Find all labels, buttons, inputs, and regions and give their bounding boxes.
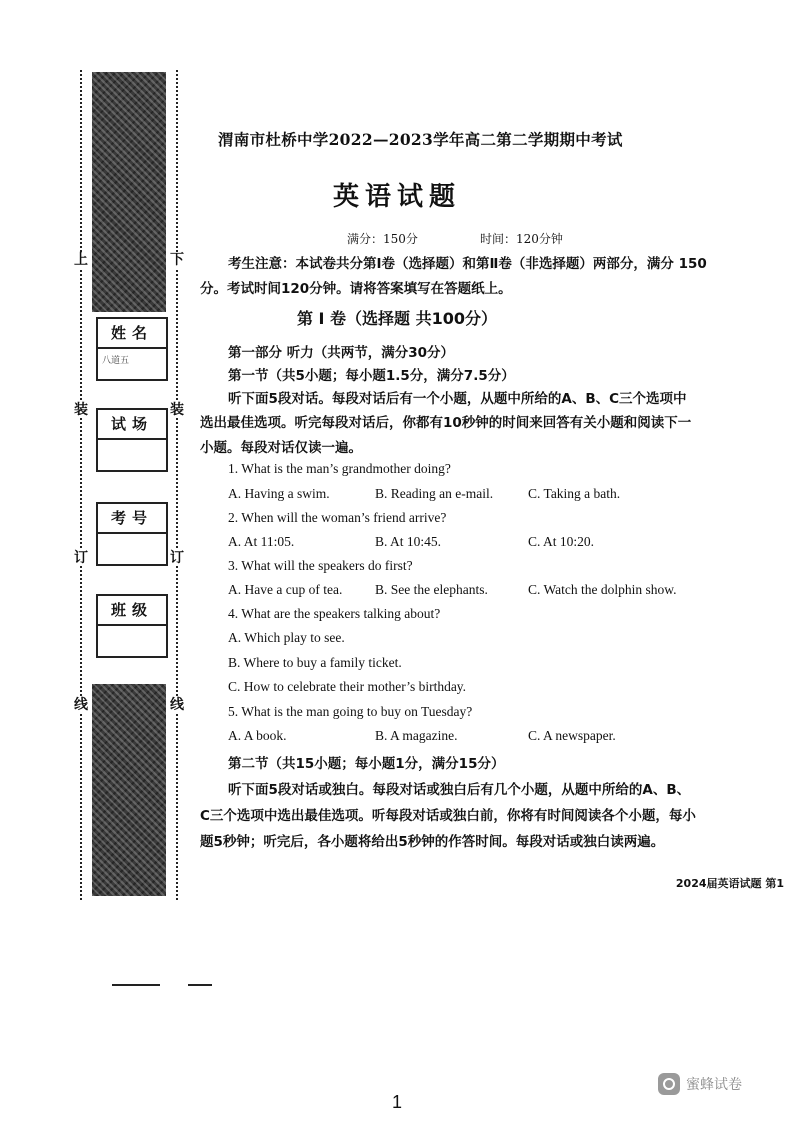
full-score: 满分：150分 (347, 232, 418, 246)
margin-char-shang: 上 (74, 252, 88, 268)
question-4-option-c: C. How to celebrate their mother’s birthday. (228, 679, 467, 694)
section2-instruction-line-2: C三个选项中选出最佳选项。听每段对话或独白前，你将有时间阅读各个小题，每小 (200, 808, 696, 824)
exam-room-field-label: 试场 (98, 410, 166, 440)
question-2-option-b: B. At 10:45. (375, 534, 442, 549)
binding-margin-hatch-bottom (92, 684, 166, 896)
question-5-option-b: B. A magazine. (375, 728, 458, 743)
question-4-stem: 4. What are the speakers talking about? (228, 606, 441, 621)
name-field-value[interactable]: 八道五 (102, 356, 130, 366)
exam-number-field-value[interactable] (98, 534, 166, 564)
notice-line-2: 分。考试时间120分钟。请将答案填写在答题纸上。 (200, 281, 512, 297)
margin-char-zhuang-right: 装 (170, 402, 184, 418)
section2-instruction-line-1: 听下面5段对话或独白。每段对话或独白后有几个小题，从题中所给的A、B、 (228, 782, 691, 798)
scan-mark-2 (188, 984, 212, 986)
exam-title: 渭南市杜桥中学2022—2023学年高二第二学期期中考试 (218, 130, 623, 149)
question-3-option-b: B. See the elephants. (375, 582, 488, 597)
exam-room-field-value[interactable] (98, 440, 166, 470)
section2-title: 第二节（共15小题；每小题1分，满分15分） (228, 756, 505, 772)
question-2-option-a: A. At 11:05. (228, 534, 295, 549)
section1-instruction-line-3: 小题。每段对话仅读一遍。 (200, 440, 362, 456)
volume-1-title: 第 I 卷（选择题 共100分） (296, 309, 498, 328)
exam-number-field-box[interactable] (96, 502, 168, 566)
notice-line-1: 考生注意：本试卷共分第Ⅰ卷（选择题）和第Ⅱ卷（非选择题）两部分，满分 150 (228, 256, 707, 272)
question-1-option-c: C. Taking a bath. (528, 486, 621, 501)
question-5-stem: 5. What is the man going to buy on Tuesday? (228, 704, 473, 719)
margin-char-zhuang-left: 装 (74, 402, 88, 418)
margin-char-xia: 下 (170, 252, 184, 268)
question-1-option-a: A. Having a swim. (228, 486, 330, 501)
section1-instruction-line-2: 选出最佳选项。听完每段对话后，你都有10秒钟的时间来回答有关小题和阅读下一 (200, 415, 692, 431)
exam-number-field-label: 考号 (98, 504, 166, 534)
question-3-option-a: A. Have a cup of tea. (228, 582, 343, 597)
class-field-label: 班级 (98, 596, 166, 626)
page-footer: 2024届英语试题 第1 (675, 877, 784, 890)
margin-char-xian-left: 线 (74, 697, 88, 713)
section1-title: 第一节（共5小题；每小题1.5分，满分7.5分） (228, 368, 515, 384)
question-1-stem: 1. What is the man’s grandmother doing? (228, 461, 451, 476)
class-field-value[interactable] (98, 626, 166, 656)
exam-time: 时间：120分钟 (480, 232, 563, 246)
part1-title: 第一部分 听力（共两节，满分30分） (228, 345, 454, 361)
question-4-option-b: B. Where to buy a family ticket. (228, 655, 402, 670)
page-number: 1 (391, 1092, 402, 1112)
question-1-option-b: B. Reading an e-mail. (375, 486, 494, 501)
section2-instruction-line-3: 题5秒钟；听完后，各小题将给出5秒钟的作答时间。每段对话或独白读两遍。 (200, 834, 665, 850)
section1-instruction-line-1: 听下面5段对话。每段对话后有一个小题，从题中所给的A、B、C三个选项中 (228, 391, 687, 407)
question-3-option-c: C. Watch the dolphin show. (528, 582, 677, 597)
question-4-option-a: A. Which play to see. (228, 630, 345, 645)
subject-title: 英语试题 (332, 182, 461, 212)
watermark-logo-icon (658, 1073, 680, 1095)
question-3-stem: 3. What will the speakers do first? (228, 558, 413, 573)
scan-mark-1 (112, 984, 160, 986)
margin-char-ding-right: 订 (170, 550, 184, 566)
watermark (658, 1073, 742, 1095)
question-5-option-c: C. A newspaper. (528, 728, 616, 743)
name-field-label: 姓名 (98, 319, 166, 349)
margin-char-ding-left: 订 (74, 550, 88, 566)
exam-room-field-box[interactable] (96, 408, 168, 472)
question-2-option-c: C. At 10:20. (528, 534, 595, 549)
question-2-stem: 2. When will the woman’s friend arrive? (228, 510, 447, 525)
question-5-option-a: A. A book. (228, 728, 287, 743)
margin-char-xian-right: 线 (170, 697, 184, 713)
watermark-text: 蜜蜂试卷 (686, 1077, 742, 1093)
class-field-box[interactable] (96, 594, 168, 658)
